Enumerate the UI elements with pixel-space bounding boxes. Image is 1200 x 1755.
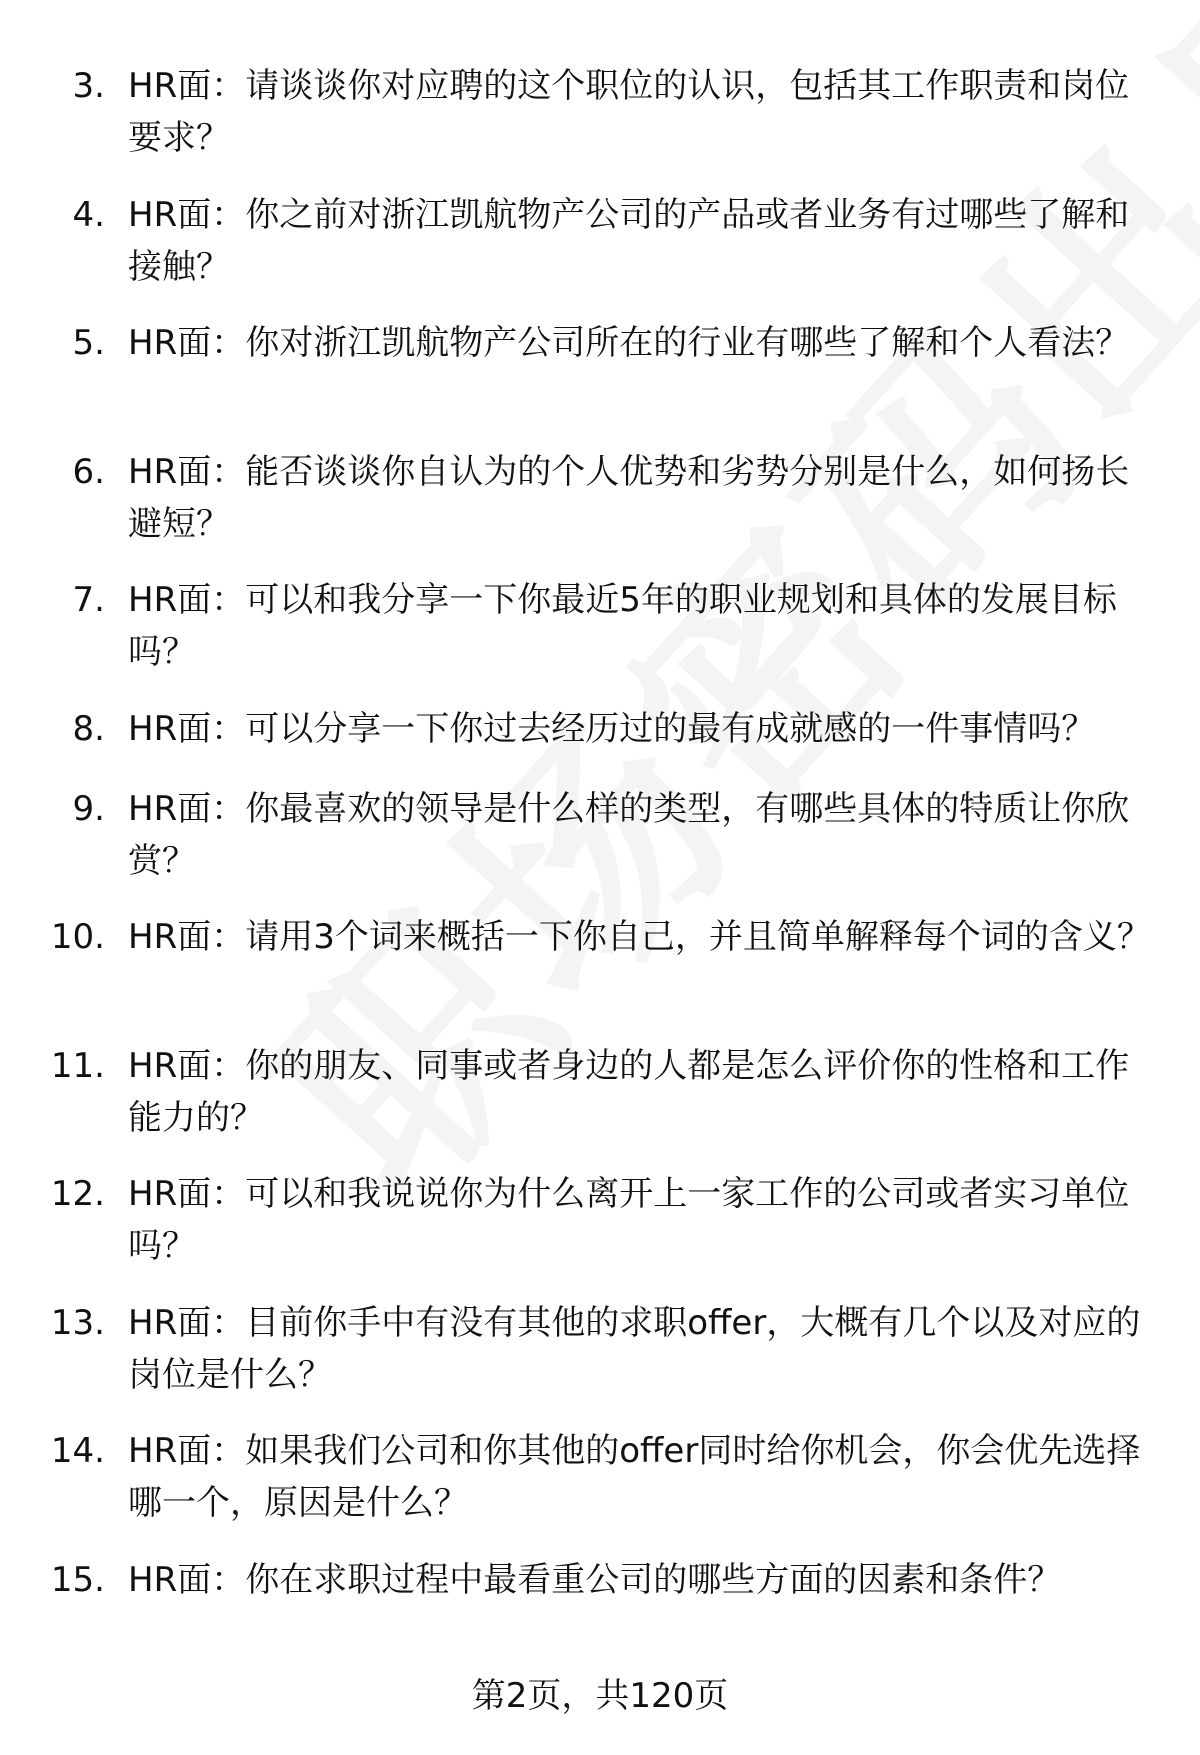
list-item — [0, 1554, 1200, 1683]
question-body: 你对浙江凯航物产公司所在的行业有哪些了解和个人看法？ — [245, 323, 1130, 363]
question-text — [128, 189, 1158, 293]
question-number: 4. — [72, 194, 105, 235]
list-item — [0, 189, 1200, 318]
question-body: 你的朋友、同事或者身边的人都是怎么评价你的性格和工作能力的？ — [128, 1045, 1130, 1138]
question-text — [128, 1297, 1158, 1401]
list-item — [0, 703, 1200, 783]
question-body: 目前你手中有没有其他的求职offer，大概有几个以及对应的岗位是什么？ — [128, 1302, 1141, 1395]
question-prefix: HR面： — [128, 580, 246, 620]
list-item — [0, 1425, 1200, 1554]
question-number: 5. — [72, 323, 105, 363]
question-prefix: HR面： — [128, 708, 246, 749]
question-number: 11. — [50, 1045, 105, 1086]
question-number: 15. — [50, 1559, 105, 1600]
question-body: 请用3个词来概括一下你自己，并且简单解释每个词的含义？ — [245, 917, 1151, 957]
question-prefix: HR面： — [128, 194, 246, 235]
question-prefix: HR面： — [128, 788, 246, 829]
list-item — [0, 317, 1200, 446]
question-text — [128, 317, 1158, 369]
question-text — [128, 911, 1158, 963]
question-body: 你最喜欢的领导是什么样的类型，有哪些具体的特质让你欣赏？ — [128, 788, 1130, 881]
question-body: 可以分享一下你过去经历过的最有成就感的一件事情吗？ — [245, 708, 1096, 749]
question-number: 14. — [50, 1431, 105, 1471]
question-list — [0, 60, 1200, 1682]
question-body: 如果我们公司和你其他的offer同时给你机会，你会优先选择哪一个，原因是什么？ — [128, 1431, 1141, 1523]
question-text — [128, 1554, 1158, 1606]
question-number: 6. — [72, 451, 105, 492]
question-prefix: HR面： — [128, 323, 246, 363]
question-body: 你之前对浙江凯航物产公司的产品或者业务有过哪些了解和接触？ — [128, 194, 1130, 287]
list-item — [0, 446, 1200, 575]
list-item — [0, 911, 1200, 1040]
question-text — [128, 446, 1158, 550]
question-body: 可以和我说说你为什么离开上一家工作的公司或者实习单位吗？ — [128, 1174, 1130, 1266]
question-body: 能否谈谈你自认为的个人优势和劣势分别是什么，如何扬长避短？ — [128, 451, 1130, 544]
question-text — [128, 1425, 1158, 1529]
question-text — [128, 1040, 1158, 1144]
question-number: 12. — [50, 1174, 105, 1214]
question-prefix: HR面： — [128, 917, 246, 957]
list-item — [0, 1297, 1200, 1426]
question-prefix: HR面： — [128, 66, 246, 106]
question-prefix: HR面： — [128, 1045, 246, 1086]
question-prefix: HR面： — [128, 1559, 246, 1600]
question-body: 你在求职过程中最看重公司的哪些方面的因素和条件？ — [245, 1559, 1062, 1600]
page-number: 第2页，共120页 — [471, 1676, 729, 1716]
list-item — [0, 1168, 1200, 1297]
question-prefix: HR面： — [128, 1174, 246, 1214]
question-number: 7. — [72, 580, 105, 620]
question-number: 13. — [50, 1302, 105, 1343]
question-text — [128, 60, 1158, 164]
question-body: 请谈谈你对应聘的这个职位的认识，包括其工作职责和岗位要求？ — [128, 66, 1130, 158]
question-number: 8. — [72, 708, 105, 749]
question-number: 9. — [72, 788, 105, 829]
question-body: 可以和我分享一下你最近5年的职业规划和具体的发展目标吗？ — [128, 580, 1117, 672]
question-prefix: HR面： — [128, 451, 246, 492]
question-text — [128, 574, 1158, 678]
question-prefix: HR面： — [128, 1431, 246, 1471]
question-number: 3. — [72, 66, 105, 106]
question-number: 10. — [50, 917, 105, 957]
question-text — [128, 703, 1158, 755]
list-item — [0, 1040, 1200, 1169]
question-text — [128, 1168, 1158, 1272]
question-text — [128, 783, 1158, 887]
question-prefix: HR面： — [128, 1302, 246, 1343]
list-item — [0, 783, 1200, 912]
list-item — [0, 60, 1200, 189]
list-item — [0, 574, 1200, 703]
